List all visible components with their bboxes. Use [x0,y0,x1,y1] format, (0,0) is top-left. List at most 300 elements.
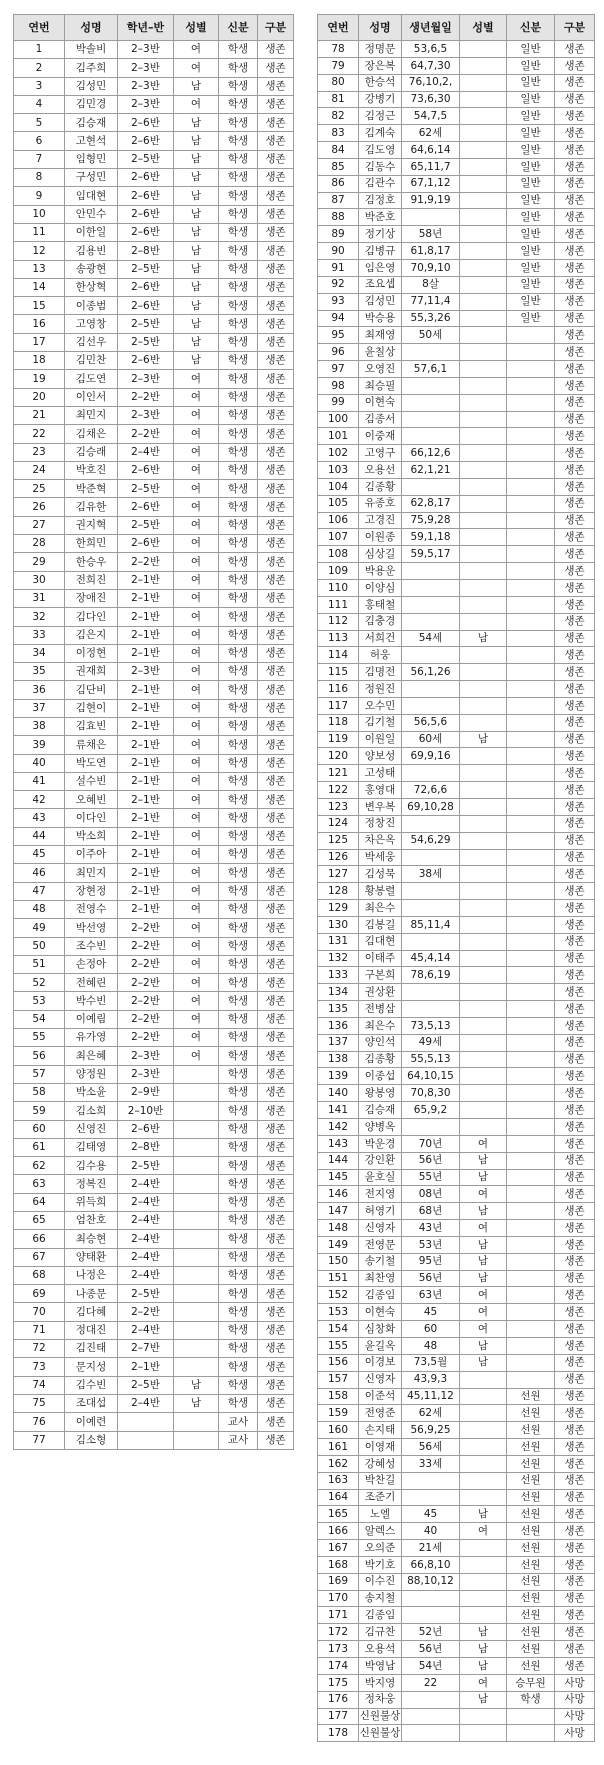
cell-role: 학생 [219,626,258,644]
cell-status: 생존 [258,59,294,77]
header-grade-class: 학년–반 [118,15,174,41]
cell-gender: 남 [174,223,219,241]
cell-number: 84 [318,142,359,159]
cell-birthdate [402,933,460,950]
cell-name: 강병기 [359,91,402,108]
cell-birthdate: 21세 [402,1540,460,1557]
cell-role: 선원 [507,1590,555,1607]
cell-gender: 여 [460,1186,507,1203]
cell-gender [174,1340,219,1358]
cell-gender: 여 [174,626,219,644]
cell-birthdate: 75,9,28 [402,512,460,529]
cell-number: 142 [318,1119,359,1136]
header-status: 구분 [555,15,595,41]
cell-grade-class: 2–5반 [118,150,174,168]
cell-gender [174,1303,219,1321]
cell-status: 생존 [258,205,294,223]
cell-role: 학생 [219,535,258,553]
cell-role: 학생 [219,699,258,717]
cell-status: 생존 [555,1068,595,1085]
cell-status: 생존 [258,1175,294,1193]
cell-name: 신원불상 [359,1725,402,1742]
cell-number: 120 [318,748,359,765]
cell-gender: 남 [460,630,507,647]
cell-name: 최재영 [359,327,402,344]
cell-grade-class: 2–3반 [118,406,174,424]
cell-role: 학생 [219,333,258,351]
table-row [14,1413,294,1431]
cell-name: 양병옥 [359,1119,402,1136]
cell-status: 생존 [555,1253,595,1270]
cell-number: 106 [318,512,359,529]
table-row [14,498,294,516]
cell-number: 126 [318,849,359,866]
cell-name: 정복진 [65,1175,118,1193]
cell-role: 선원 [507,1523,555,1540]
cell-role: 학생 [219,1010,258,1028]
table-row [318,984,595,1001]
cell-birthdate: 56세 [402,1439,460,1456]
cell-role [507,1354,555,1371]
cell-name: 전병삼 [359,1001,402,1018]
cell-grade-class: 2–1반 [118,1358,174,1376]
cell-name: 고현석 [65,132,118,150]
cell-status: 생존 [258,425,294,443]
table-row [14,370,294,388]
cell-gender [460,192,507,209]
cell-number: 42 [14,791,65,809]
header-name: 성명 [359,15,402,41]
cell-status: 생존 [555,900,595,917]
header-number: 연번 [14,15,65,41]
table-row [14,114,294,132]
cell-name: 김진태 [65,1340,118,1358]
cell-number: 1 [14,41,65,59]
cell-gender [460,1017,507,1034]
cell-status: 사망 [555,1674,595,1691]
cell-name: 변우복 [359,798,402,815]
cell-birthdate: 45,11,12 [402,1388,460,1405]
cell-role [507,1236,555,1253]
table-row [14,242,294,260]
table-row [318,1354,595,1371]
table-row [14,388,294,406]
cell-role [507,377,555,394]
cell-status: 생존 [555,1287,595,1304]
cell-role [507,1253,555,1270]
cell-role: 학생 [219,205,258,223]
table-row [318,782,595,799]
cell-role: 일반 [507,293,555,310]
cell-status: 생존 [258,443,294,461]
cell-role: 선원 [507,1658,555,1675]
cell-number: 148 [318,1220,359,1237]
cell-number: 145 [318,1169,359,1186]
cell-role: 학생 [219,370,258,388]
cell-grade-class: 2–1반 [118,608,174,626]
cell-role: 학생 [219,644,258,662]
cell-name: 정대진 [65,1321,118,1339]
cell-number: 47 [14,882,65,900]
cell-birthdate: 45 [402,1304,460,1321]
cell-birthdate [402,1489,460,1506]
cell-gender: 남 [174,297,219,315]
cell-status: 생존 [555,748,595,765]
cell-birthdate: 56년 [402,1152,460,1169]
cell-gender: 남 [460,1169,507,1186]
cell-grade-class: 2–6반 [118,1120,174,1138]
cell-gender [460,984,507,1001]
cell-status: 생존 [555,681,595,698]
cell-birthdate: 78,6,19 [402,967,460,984]
cell-number: 78 [318,41,359,58]
header-gender: 성별 [174,15,219,41]
cell-gender: 여 [174,589,219,607]
cell-grade-class: 2–1반 [118,809,174,827]
table-row [14,1230,294,1248]
cell-role [507,731,555,748]
cell-status: 생존 [555,1236,595,1253]
roster-table-left [13,14,294,1450]
cell-number: 132 [318,950,359,967]
cell-role: 학생 [219,1175,258,1193]
cell-gender: 남 [460,1658,507,1675]
cell-status: 생존 [258,1230,294,1248]
cell-role [507,782,555,799]
table-row [14,169,294,187]
cell-gender [460,478,507,495]
cell-gender: 여 [174,59,219,77]
cell-number: 99 [318,394,359,411]
cell-grade-class: 2–6반 [118,461,174,479]
table-row [318,1540,595,1557]
cell-gender: 여 [174,772,219,790]
cell-name: 박영남 [359,1658,402,1675]
cell-birthdate: 52년 [402,1624,460,1641]
cell-birthdate [402,697,460,714]
cell-gender: 여 [174,480,219,498]
cell-role [507,765,555,782]
cell-number: 12 [14,242,65,260]
cell-status: 생존 [555,782,595,799]
table-row [318,563,595,580]
cell-gender: 여 [174,681,219,699]
cell-status: 생존 [555,714,595,731]
cell-number: 159 [318,1405,359,1422]
cell-status: 사망 [555,1725,595,1742]
cell-number: 29 [14,553,65,571]
cell-number: 152 [318,1287,359,1304]
cell-number: 133 [318,967,359,984]
cell-grade-class: 2–4반 [118,1266,174,1284]
cell-role: 일반 [507,276,555,293]
cell-name: 전혜린 [65,974,118,992]
cell-number: 144 [318,1152,359,1169]
cell-gender [460,243,507,260]
cell-number: 45 [14,846,65,864]
cell-name: 황봉렬 [359,883,402,900]
cell-role [507,1017,555,1034]
table-row [14,809,294,827]
cell-birthdate: 56,9,25 [402,1422,460,1439]
cell-birthdate: 65,9,2 [402,1102,460,1119]
cell-grade-class: 2–6반 [118,205,174,223]
cell-gender: 여 [174,864,219,882]
cell-number: 17 [14,333,65,351]
cell-number: 80 [318,74,359,91]
cell-number: 16 [14,315,65,333]
table-row [318,1708,595,1725]
cell-gender: 여 [174,974,219,992]
cell-number: 76 [14,1413,65,1431]
cell-number: 43 [14,809,65,827]
cell-role [507,950,555,967]
cell-status: 생존 [258,1083,294,1101]
cell-name: 이원종 [359,529,402,546]
table-row [318,1017,595,1034]
cell-number: 46 [14,864,65,882]
cell-role: 학생 [219,663,258,681]
cell-status: 생존 [258,736,294,754]
cell-name: 노엘 [359,1506,402,1523]
cell-status: 생존 [258,242,294,260]
cell-role: 학생 [219,754,258,772]
cell-role [507,445,555,462]
table-row [14,1138,294,1156]
cell-role: 학생 [219,553,258,571]
cell-role: 학생 [219,681,258,699]
cell-grade-class: 2–8반 [118,242,174,260]
cell-name: 신원불상 [359,1708,402,1725]
cell-gender [460,377,507,394]
cell-name: 장애진 [65,589,118,607]
cell-status: 생존 [555,1641,595,1658]
cell-name: 박솔비 [65,41,118,59]
cell-gender [460,1455,507,1472]
cell-status: 생존 [258,1285,294,1303]
cell-gender [174,1102,219,1120]
cell-name: 구본희 [359,967,402,984]
cell-name: 왕봉영 [359,1085,402,1102]
cell-birthdate: 69,9,16 [402,748,460,765]
cell-role: 학생 [219,223,258,241]
cell-role: 일반 [507,125,555,142]
cell-grade-class: 2–3반 [118,370,174,388]
cell-status: 생존 [258,1102,294,1120]
cell-status: 생존 [258,553,294,571]
cell-gender [460,125,507,142]
table-row [318,1220,595,1237]
cell-number: 75 [14,1394,65,1412]
cell-name: 이정현 [65,644,118,662]
cell-grade-class: 2–6반 [118,187,174,205]
cell-status: 생존 [258,1303,294,1321]
table-row [318,445,595,462]
table-row [318,1034,595,1051]
table-row [318,580,595,597]
cell-number: 82 [318,108,359,125]
cell-gender [460,57,507,74]
cell-grade-class: 2–3반 [118,59,174,77]
cell-number: 136 [318,1017,359,1034]
cell-birthdate [402,765,460,782]
table-row [14,846,294,864]
cell-number: 68 [14,1266,65,1284]
cell-status: 생존 [555,361,595,378]
cell-birthdate: 54세 [402,630,460,647]
cell-gender [460,1001,507,1018]
cell-grade-class: 2–5반 [118,1376,174,1394]
cell-number: 160 [318,1422,359,1439]
cell-role [507,563,555,580]
table-row [14,223,294,241]
cell-role: 학생 [219,955,258,973]
cell-gender: 여 [174,992,219,1010]
cell-gender [460,495,507,512]
cell-status: 생존 [258,95,294,113]
cell-status: 생존 [555,276,595,293]
cell-status: 생존 [258,791,294,809]
cell-birthdate [402,883,460,900]
cell-role [507,546,555,563]
cell-role: 일반 [507,192,555,209]
cell-number: 117 [318,697,359,714]
cell-name: 고경진 [359,512,402,529]
cell-role [507,1152,555,1169]
cell-status: 생존 [258,1358,294,1376]
cell-role: 선원 [507,1641,555,1658]
cell-birthdate: 45 [402,1506,460,1523]
cell-number: 150 [318,1253,359,1270]
cell-name: 이인서 [65,388,118,406]
cell-status: 생존 [258,461,294,479]
cell-gender [460,1439,507,1456]
cell-grade-class: 2–6반 [118,352,174,370]
cell-name: 권지혁 [65,516,118,534]
cell-status: 생존 [258,498,294,516]
table-row [318,1439,595,1456]
cell-number: 39 [14,736,65,754]
cell-gender: 여 [174,95,219,113]
cell-gender [460,327,507,344]
cell-role [507,1304,555,1321]
cell-role: 선원 [507,1624,555,1641]
cell-role: 학생 [219,77,258,95]
cell-grade-class: 2–1반 [118,772,174,790]
cell-name: 박용운 [359,563,402,580]
cell-number: 56 [14,1047,65,1065]
cell-gender [174,1120,219,1138]
cell-role: 학생 [219,480,258,498]
cell-name: 알렉스 [359,1523,402,1540]
cell-role [507,748,555,765]
cell-name: 이예림 [65,1010,118,1028]
table-row [318,916,595,933]
cell-birthdate: 85,11,4 [402,916,460,933]
cell-gender: 남 [460,1354,507,1371]
cell-status: 생존 [555,1304,595,1321]
table-row [318,849,595,866]
cell-role: 학생 [219,882,258,900]
cell-role [507,815,555,832]
cell-number: 8 [14,169,65,187]
cell-name: 김수용 [65,1157,118,1175]
cell-gender: 여 [174,736,219,754]
table-row [14,1212,294,1230]
cell-number: 95 [318,327,359,344]
cell-role [507,1135,555,1152]
cell-gender: 남 [460,1236,507,1253]
cell-birthdate: 43년 [402,1220,460,1237]
table-row [318,630,595,647]
table-row [14,150,294,168]
table-row [318,142,595,159]
cell-gender: 여 [174,1029,219,1047]
cell-status: 생존 [555,428,595,445]
table-row [318,462,595,479]
cell-gender: 남 [460,1337,507,1354]
cell-birthdate: 48 [402,1337,460,1354]
cell-grade-class: 2–1반 [118,681,174,699]
cell-gender [460,1573,507,1590]
cell-birthdate: 38세 [402,866,460,883]
cell-name: 김규찬 [359,1624,402,1641]
cell-number: 147 [318,1203,359,1220]
cell-number: 10 [14,205,65,223]
cell-gender [460,681,507,698]
header-number: 연번 [318,15,359,41]
cell-grade-class: 2–6반 [118,278,174,296]
cell-role [507,697,555,714]
table-row [14,1047,294,1065]
cell-name: 안민수 [65,205,118,223]
cell-gender: 여 [174,41,219,59]
cell-name: 김관수 [359,175,402,192]
cell-status: 생존 [555,394,595,411]
cell-number: 57 [14,1065,65,1083]
cell-number: 11 [14,223,65,241]
cell-name: 김민찬 [65,352,118,370]
cell-number: 79 [318,57,359,74]
cell-number: 127 [318,866,359,883]
cell-birthdate: 08년 [402,1186,460,1203]
cell-grade-class: 2–1반 [118,589,174,607]
cell-role: 선원 [507,1405,555,1422]
table-row [14,535,294,553]
table-row [318,1455,595,1472]
cell-number: 2 [14,59,65,77]
cell-number: 98 [318,377,359,394]
cell-status: 생존 [555,883,595,900]
cell-number: 103 [318,462,359,479]
table-row [14,571,294,589]
cell-number: 38 [14,717,65,735]
cell-number: 139 [318,1068,359,1085]
cell-gender [460,967,507,984]
cell-role [507,1085,555,1102]
cell-gender [174,1212,219,1230]
cell-name: 전희진 [65,571,118,589]
cell-gender: 여 [460,1220,507,1237]
table-row [318,664,595,681]
table-row [318,108,595,125]
cell-role: 승무원 [507,1674,555,1691]
cell-gender: 남 [174,1376,219,1394]
table-body [14,41,294,1450]
cell-role: 일반 [507,41,555,58]
table-row [318,714,595,731]
cell-number: 23 [14,443,65,461]
